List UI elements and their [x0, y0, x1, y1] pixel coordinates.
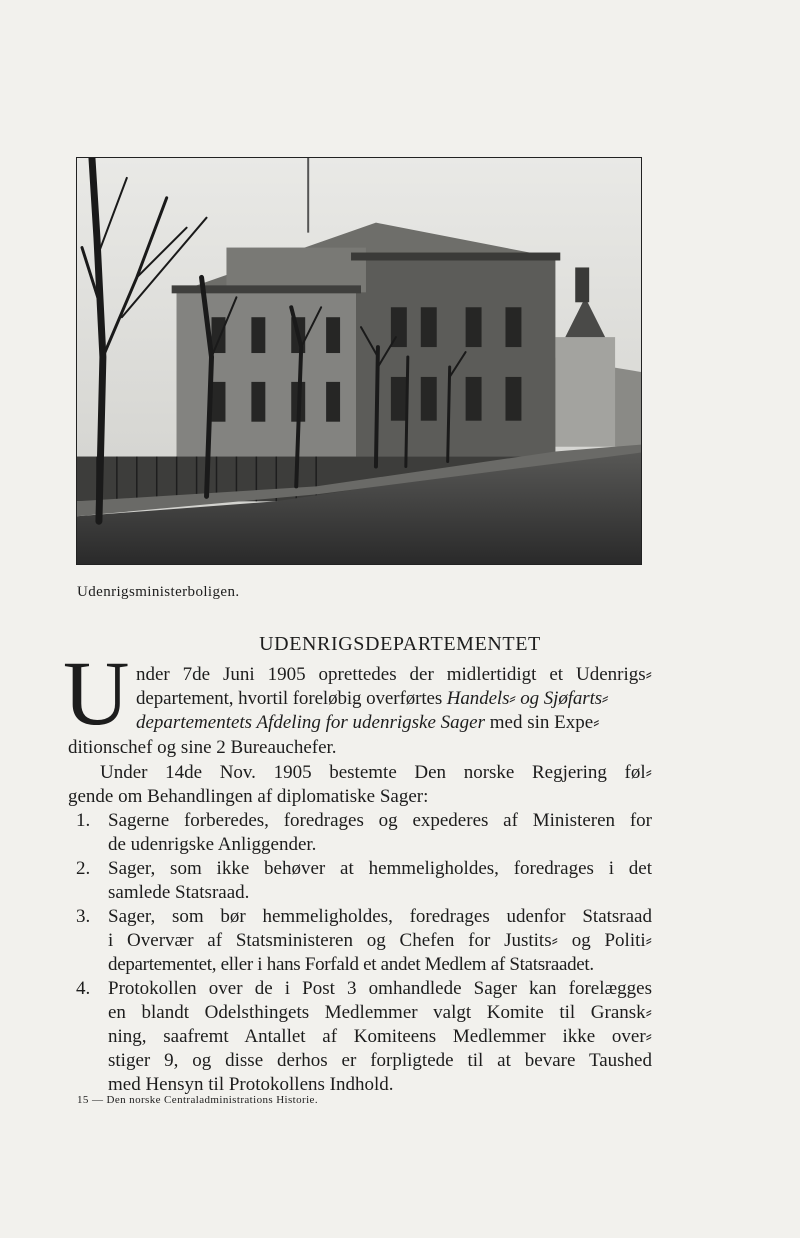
list-item-1-line1: Sagerne forberedes, foredrages og expederes af Ministeren for — [108, 810, 652, 831]
list-item-3-line2: i Overvær af Statsministeren og Chefen for Justits⸗ og Politi⸗ — [108, 930, 652, 951]
list-item-4-line2: en blandt Odelsthingets Medlemmer valgt Komite til Gransk⸗ — [108, 1002, 652, 1023]
list-item-2-line2: samlede Statsraad. — [108, 882, 250, 903]
paragraph1-line1: nder 7de Juni 1905 oprettedes der midlertidigt et Udenrigs⸗ — [136, 664, 652, 685]
list-item-4-line5: med Hensyn til Protokollens Indhold. — [108, 1074, 394, 1095]
list-item-3-line1: Sager, som bør hemmeligholdes, foredrages udenfor Statsraad — [108, 906, 652, 927]
list-number-4: 4. — [76, 978, 91, 999]
paragraph1-line4: ditionschef og sine 2 Bureauchefer. — [68, 737, 337, 758]
drop-cap: U — [63, 642, 130, 744]
building-photo — [76, 157, 642, 565]
paragraph1-line3: departementets Afdeling for udenrigske Sager med sin Expe⸗ — [136, 712, 600, 733]
list-item-4-line1: Protokollen over de i Post 3 omhandlede Sager kan forelægges — [108, 978, 652, 999]
list-item-3-line3: departementet, eller i hans Forfald et andet Medlem af Statsraadet. — [108, 954, 594, 975]
photo-caption: Udenrigsministerboligen. — [77, 584, 240, 600]
page-footer: 15 — Den norske Centraladministrations Historie. — [77, 1094, 318, 1106]
section-heading: UDENRIGSDEPARTEMENTET — [259, 633, 541, 655]
list-number-1: 1. — [76, 810, 91, 831]
list-number-2: 2. — [76, 858, 91, 879]
list-item-4-line3: ning, saafremt Antallet af Komiteens Medlemmer ikke over⸗ — [108, 1026, 652, 1047]
paragraph2-line2: gende om Behandlingen af diplomatiske Sager: — [68, 786, 429, 807]
list-number-3: 3. — [76, 906, 91, 927]
building-photo-icon — [77, 158, 641, 564]
list-item-2-line1: Sager, som ikke behøver at hemmeligholdes, foredrages i det — [108, 858, 652, 879]
paragraph2-line1: Under 14de Nov. 1905 bestemte Den norske Regjering føl⸗ — [100, 762, 652, 783]
list-item-1-line2: de udenrigske Anliggender. — [108, 834, 317, 855]
paragraph1-line2: departement, hvortil foreløbig overførtes Handels⸗ og Sjøfarts⸗ — [136, 688, 609, 709]
list-item-4-line4: stiger 9, og disse derhos er forpligtede til at bevare Taushed — [108, 1050, 652, 1071]
